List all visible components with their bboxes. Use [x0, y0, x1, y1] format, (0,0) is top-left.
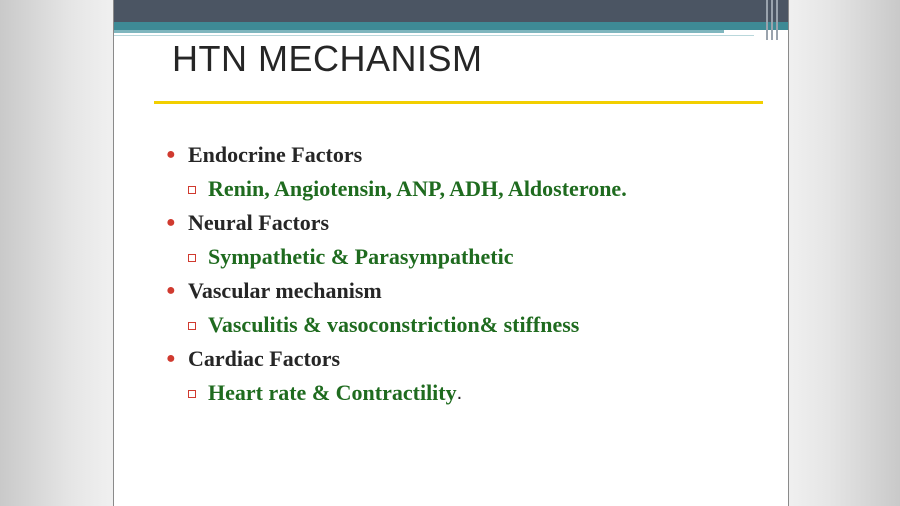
sub-bullet-text: Sympathetic & Parasympathetic	[208, 244, 514, 269]
bullet-item	[166, 274, 766, 308]
slide	[113, 0, 789, 506]
corner-stripe	[771, 0, 773, 40]
bullet-label: Cardiac Factors	[188, 346, 341, 371]
sub-bullet-text: Renin, Angiotensin, ANP, ADH, Aldosterone.	[208, 176, 627, 201]
sub-bullet-item	[166, 376, 766, 410]
sub-bullet-text: Heart rate & Contractility	[208, 380, 457, 405]
square-bullet-icon	[188, 186, 196, 194]
square-bullet-icon	[188, 254, 196, 262]
corner-stripe	[776, 0, 778, 40]
sub-bullet-item	[166, 308, 766, 342]
header-band-thin	[114, 35, 754, 36]
sub-bullet-item	[166, 172, 766, 206]
bullet-item	[166, 206, 766, 240]
bullet-dot-icon: ●	[166, 146, 176, 163]
bullet-dot-icon: ●	[166, 214, 176, 231]
sub-bullet-text: Vasculitis & vasoconstriction& stiffness	[208, 312, 580, 337]
header-band-teal	[114, 22, 788, 30]
corner-stripe	[766, 0, 768, 40]
bullet-item	[166, 138, 766, 172]
sub-bullet-trailing-period: .	[456, 381, 463, 404]
bullet-dot-icon: ●	[166, 350, 176, 367]
bullet-item	[166, 342, 766, 376]
header-band-dark	[114, 0, 788, 22]
square-bullet-icon	[188, 322, 196, 330]
square-bullet-icon	[188, 390, 196, 398]
bullet-list	[166, 138, 766, 410]
slide-title: HTN MECHANISM	[172, 38, 483, 79]
bullet-label: Neural Factors	[188, 210, 330, 235]
header-band-light	[114, 30, 724, 33]
bullet-label: Vascular mechanism	[188, 278, 382, 303]
bullet-dot-icon: ●	[166, 282, 176, 299]
title-underline	[154, 101, 763, 104]
bullet-label: Endocrine Factors	[188, 142, 363, 167]
sub-bullet-item	[166, 240, 766, 274]
